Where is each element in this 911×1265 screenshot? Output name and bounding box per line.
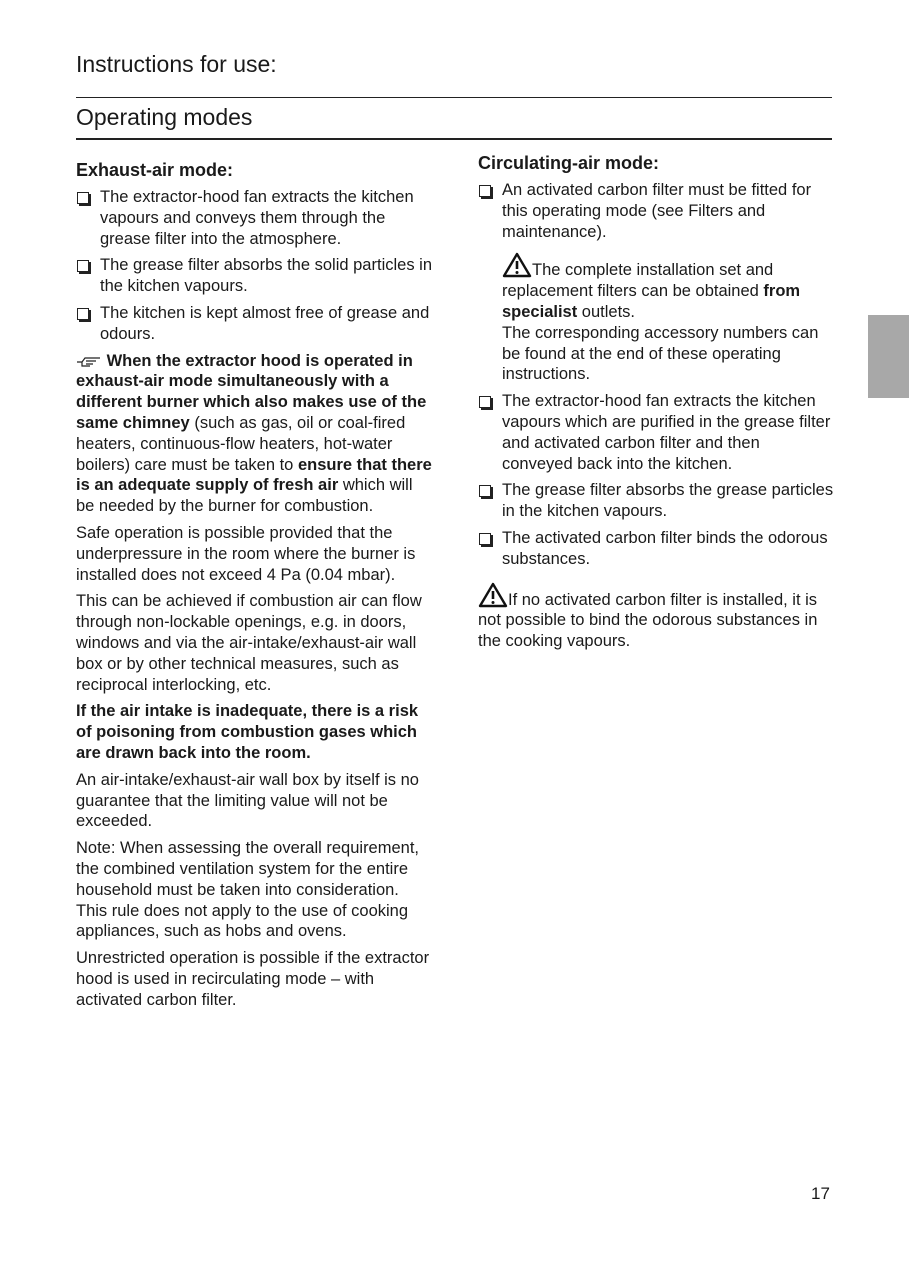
warning-triangle-icon: [502, 252, 532, 278]
wall-box-text: An air-intake/exhaust-air wall box by itself is no guarantee that the limiting value will not be exceeded.: [76, 770, 419, 831]
circulating-air-column: [478, 151, 834, 658]
safe-operation-text: Safe operation is possible provided that the underpressure in the room where the burner is installed does not exceed 4 Pa (0.04 mbar).: [76, 523, 416, 584]
list-item: The grease filter absorbs the solid particles in the kitchen vapours.: [76, 255, 432, 297]
circulating-air-list-2: [478, 391, 834, 569]
warning-triangle-icon: [478, 582, 508, 608]
chimney-warning: When the extractor hood is operated in exhaust-air mode simultaneously with a different burner which also makes use of the same chimney (such as gas, oil or coal-fired heaters, continuous-flow heaters, hot-water boilers) care must be taken to ensure that there is an adequate supply of fresh air which will be needed by the burner for combustion.: [76, 351, 432, 516]
list-item: The extractor-hood fan extracts the kitchen vapours and conveys them through the grease filter into the atmosphere.: [76, 187, 432, 249]
list-item: The activated carbon filter binds the odorous substances.: [478, 528, 834, 570]
checkbox-icon: [77, 308, 89, 320]
checkbox-icon: [479, 485, 491, 497]
combustion-air-text: This can be achieved if combustion air can flow through non-lockable openings, e.g. in doors, windows and via the air-intake/exhaust-air wall box or by other technical measures, such as reciprocal interlocking, etc.: [76, 592, 422, 694]
section-divider: [76, 138, 832, 140]
list-item: An activated carbon filter must be fitted for this operating mode (see Filters and maintenance).: [478, 180, 834, 242]
exhaust-air-column: [76, 158, 432, 1016]
carbon-filter-warning: If no activated carbon filter is installed, it is not possible to bind the odorous substances in the cooking vapours.: [478, 582, 834, 652]
list-item: The extractor-hood fan extracts the kitchen vapours which are purified in the grease filter and activated carbon filter and then conveyed back into the kitchen.: [478, 391, 834, 474]
checkbox-icon: [77, 260, 89, 272]
checkbox-icon: [77, 192, 89, 204]
circulating-air-heading: Circulating-air mode:: [478, 153, 660, 173]
list-item: The grease filter absorbs the grease particles in the kitchen vapours.: [478, 480, 834, 522]
section-title: Operating modes: [76, 104, 253, 130]
section-tab-marker: [868, 315, 909, 398]
unrestricted-operation-text: Unrestricted operation is possible if the extractor hood is used in recirculating mode – with activated carbon filter.: [76, 949, 430, 1009]
pointing-hand-icon: [76, 353, 102, 367]
exhaust-air-heading: Exhaust-air mode:: [76, 160, 234, 180]
checkbox-icon: [479, 533, 491, 545]
installation-set-note: The complete installation set and replacement filters can be obtained from specialist outlets. The corresponding accessory numbers can be found at the end of these operating instructions.: [478, 252, 834, 385]
exhaust-air-list: [76, 187, 432, 345]
poisoning-warning: If the air intake is inadequate, there is a risk of poisoning from combustion gases which are drawn back into the room.: [76, 702, 419, 762]
list-item: The kitchen is kept almost free of grease and odours.: [76, 303, 432, 345]
checkbox-icon: [479, 396, 491, 408]
header-divider: [76, 97, 832, 98]
page-number: 17: [811, 1184, 830, 1203]
ventilation-note: Note: When assessing the overall requirement, the combined ventilation system for the entire household must be taken into consideration. This rule does not apply to the use of cooking appliances, such as hobs and ovens.: [76, 839, 420, 941]
header-title: Instructions for use:: [76, 51, 277, 77]
checkbox-icon: [479, 185, 491, 197]
circulating-air-list-1: [478, 180, 834, 242]
